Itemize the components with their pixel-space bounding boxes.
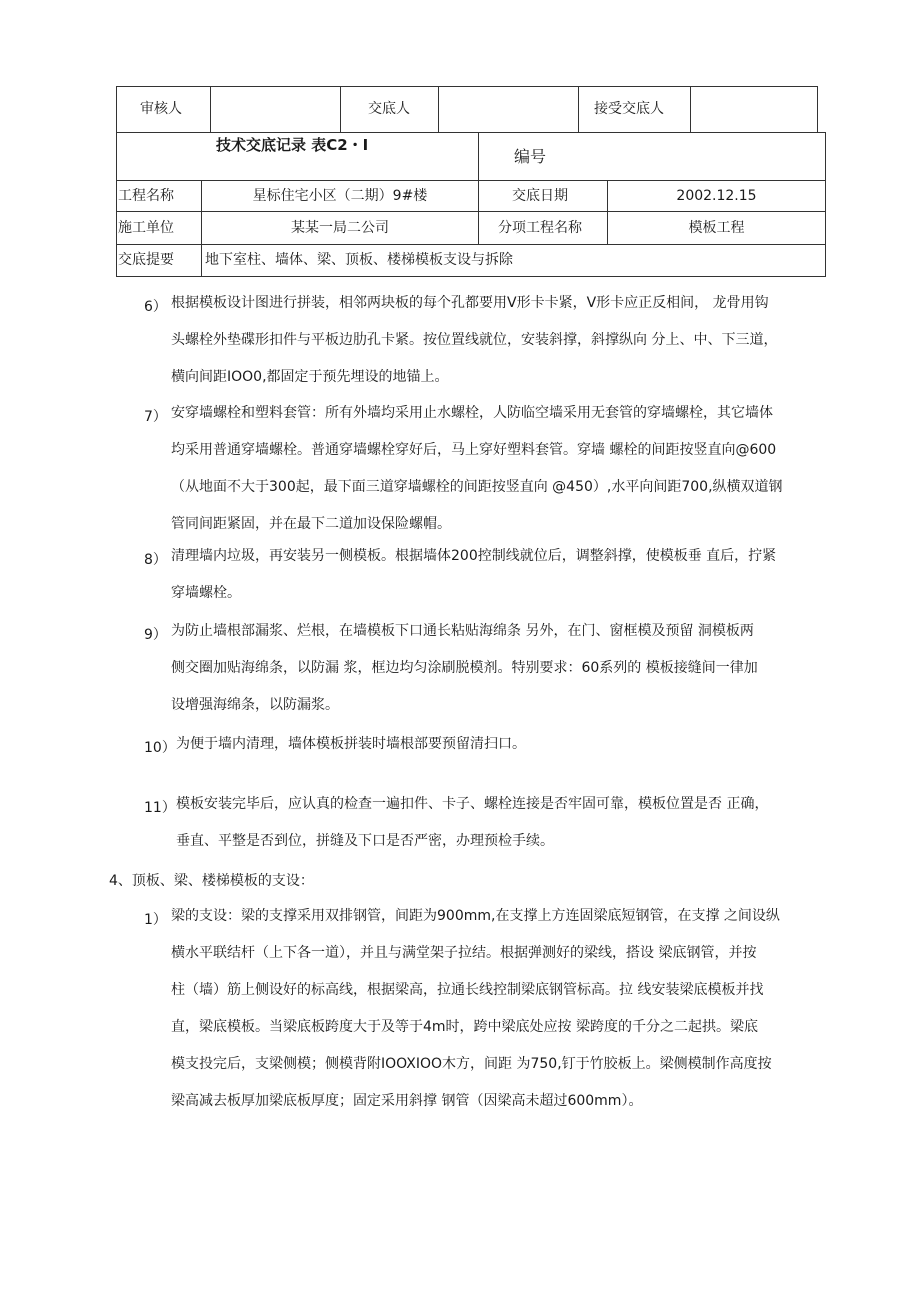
text-line: 安穿墙螺栓和塑料套管：所有外墙均采用止水螺栓，人防临空墙采用无套管的穿墙螺栓，其它墙体 — [171, 405, 773, 421]
item-number: 6） — [144, 299, 167, 315]
number-label: 编号 — [514, 147, 547, 166]
text-line: 管同间距紧固，并在最下二道加设保险螺帽。 — [171, 516, 451, 532]
disclosure-date-label: 交底日期 — [512, 188, 568, 204]
summary-value: 地下室柱、墙体、梁、顶板、楼梯模板支设与拆除 — [205, 252, 513, 268]
construction-unit-label: 施工单位 — [118, 220, 174, 236]
reviewer-signature-field[interactable] — [211, 87, 339, 132]
receiver-label: 接受交底人 — [594, 101, 664, 117]
text-line: 均采用普通穿墙螺栓。普通穿墙螺栓穿好后，马上穿好塑料套管。穿墙 螺栓的间距按竖直向@600 — [171, 442, 777, 458]
text-line: 设增强海绵条，以防漏浆。 — [171, 697, 339, 713]
receiver-signature-field[interactable] — [691, 87, 816, 132]
form-title: 技术交底记录 表C2・I — [216, 136, 369, 154]
item-number: 7） — [144, 409, 167, 425]
text-line: 为防止墙根部漏浆、烂根，在墙模板下口通长粘贴海绵条 另外，在门、窗框模及预留 洞模板两 — [171, 623, 754, 639]
text-line: 横水平联结杆（上下各一道），并且与满堂架子拉结。根据弹测好的梁线，搭设 梁底钢管，并按 — [171, 945, 757, 961]
item-number: 10） — [144, 740, 176, 756]
text-line: 模支投完后，支梁侧模；侧模背附IOOXIOO木方，间距 为750,钉于竹胶板上。梁侧模制作高度按 — [171, 1056, 772, 1072]
text-line: 垂直、平整是否到位，拼缝及下口是否严密，办理预检手续。 — [176, 833, 554, 849]
discloser-signature-field[interactable] — [439, 87, 577, 132]
reviewer-label: 审核人 — [140, 101, 182, 117]
section-4-title: 4、顶板、梁、楼梯模板的支设： — [109, 873, 314, 889]
project-name-value: 星标住宅小区（二期）9#楼 — [252, 188, 428, 204]
text-line: 穿墙螺栓。 — [171, 585, 241, 601]
item-number: 1） — [144, 912, 167, 928]
discloser-label: 交底人 — [368, 101, 410, 117]
summary-label: 交底提要 — [118, 252, 174, 268]
text-line: 直，梁底模板。当梁底板跨度大于及等于4m时，跨中梁底处应按 梁跨度的千分之二起拱。梁底 — [171, 1019, 758, 1035]
text-line: 柱（墙）筋上侧设好的标高线，根据梁高，拉通长线控制梁底钢管标高。拉 线安装梁底模板并找 — [171, 982, 764, 998]
project-name-label: 工程名称 — [118, 188, 174, 204]
construction-unit-value: 某某一局二公司 — [291, 220, 389, 236]
sub-project-value: 模板工程 — [688, 220, 745, 236]
text-line: 横向间距IOO0,都固定于预先埋设的地锚上。 — [171, 369, 449, 385]
text-line: 为便于墙内清理，墙体模板拼装时墙根部要预留清扫口。 — [176, 736, 526, 752]
text-line: 根据模板设计图进行拼装，相邻两块板的每个孔都要用V形卡卡紧，V形卡应正反相间， 龙骨用钩 — [171, 295, 769, 311]
text-line: （从地面不大于300起，最下面三道穿墙螺栓的间距按竖直向 @450）,水平向间距700,纵横双道钢 — [171, 479, 783, 495]
item-number: 11） — [144, 800, 176, 816]
item-number: 8） — [144, 552, 167, 568]
text-line: 梁高减去板厚加梁底板厚度；固定采用斜撑 钢管（因梁高未超过600mm）。 — [171, 1093, 643, 1109]
item-number: 9） — [144, 627, 167, 643]
text-line: 梁的支设：梁的支撑采用双排钢管，间距为900mm,在支撑上方连固梁底短钢管，在支撑 之间设纵 — [171, 908, 780, 924]
text-line: 头螺栓外垫碟形扣件与平板边肋孔卡紧。按位置线就位，安装斜撑，斜撑纵向 分上、中、下三道， — [171, 332, 778, 348]
sub-project-label: 分项工程名称 — [498, 220, 582, 236]
text-line: 清理墙内垃圾，再安装另一侧模板。根据墙体200控制线就位后，调整斜撑，使模板垂 直后，拧紧 — [171, 548, 777, 564]
disclosure-date-value: 2002.12.15 — [676, 188, 757, 204]
text-line: 侧交圈加贴海绵条，以防漏 浆，框边均匀涂刷脱模剂。特别要求：60系列的 模板接缝间一律加 — [171, 660, 758, 676]
text-line: 模板安装完毕后，应认真的检查一遍扣件、卡子、螺栓连接是否牢固可靠，模板位置是否 正确， — [176, 796, 769, 812]
